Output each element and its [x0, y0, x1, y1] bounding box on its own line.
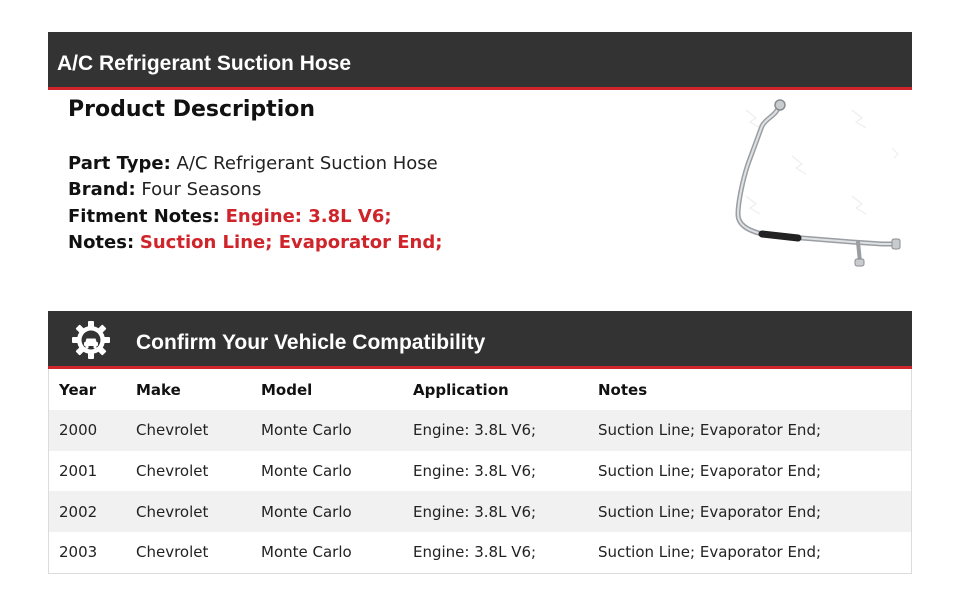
cell-application: Engine: 3.8L V6;	[413, 462, 537, 481]
compatibility-table	[48, 369, 912, 574]
cell-model: Monte Carlo	[261, 410, 413, 451]
column-header-notes: Notes	[598, 380, 648, 399]
cell-model: Monte Carlo	[261, 543, 352, 562]
product-title: A/C Refrigerant Suction Hose	[57, 52, 352, 75]
spec-list	[68, 151, 442, 256]
spec-value: Suction Line; Evaporator End;	[139, 231, 443, 253]
spec-value: Four Seasons	[141, 179, 262, 201]
cell-make: Chevrolet	[136, 543, 209, 562]
spec-row-fitment	[68, 204, 442, 230]
cell-year: 2003	[59, 543, 98, 562]
spec-label: Brand:	[68, 179, 136, 201]
cell-make: Chevrolet	[136, 491, 261, 532]
cell-notes: Suction Line; Evaporator End;	[598, 491, 911, 532]
spec-row-brand	[68, 177, 442, 203]
gear-car-icon	[71, 320, 111, 360]
cell-make: Chevrolet	[136, 410, 261, 451]
cell-application: Engine: 3.8L V6;	[413, 491, 598, 532]
spec-row-part-type	[68, 151, 442, 177]
column-header-make: Make	[136, 380, 181, 399]
cell-model: Monte Carlo	[261, 491, 413, 532]
cell-notes: Suction Line; Evaporator End;	[598, 543, 822, 562]
product-description	[68, 97, 315, 122]
table-row	[49, 451, 911, 492]
column-header-year: Year	[59, 380, 97, 399]
spec-value: Engine: 3.8L V6;	[225, 205, 392, 227]
ac-suction-hose-image	[732, 96, 912, 276]
table-row	[49, 410, 911, 451]
cell-notes: Suction Line; Evaporator End;	[598, 410, 911, 451]
table-row	[49, 491, 911, 532]
description-heading: Product Description	[68, 97, 316, 122]
cell-application: Engine: 3.8L V6;	[413, 410, 598, 451]
cell-year: 2001	[59, 462, 98, 481]
spec-row-notes	[68, 230, 442, 256]
cell-year: 2002	[49, 491, 136, 532]
cell-make: Chevrolet	[136, 462, 209, 481]
spec-value: A/C Refrigerant Suction Hose	[176, 153, 438, 174]
spec-label: Notes:	[68, 231, 135, 253]
spec-label: Part Type:	[68, 153, 171, 174]
cell-application: Engine: 3.8L V6;	[413, 543, 537, 562]
cell-notes: Suction Line; Evaporator End;	[598, 462, 822, 481]
product-title-bar	[48, 32, 912, 90]
compatibility-bar	[48, 311, 912, 369]
cell-model: Monte Carlo	[261, 462, 352, 481]
spec-label: Fitment Notes:	[68, 205, 220, 227]
column-header-model: Model	[261, 380, 313, 399]
table-row	[49, 532, 911, 573]
column-header-application: Application	[413, 380, 509, 399]
table-header-row	[49, 369, 911, 410]
cell-year: 2000	[49, 410, 136, 451]
compatibility-title: Confirm Your Vehicle Compatibility	[136, 331, 486, 354]
